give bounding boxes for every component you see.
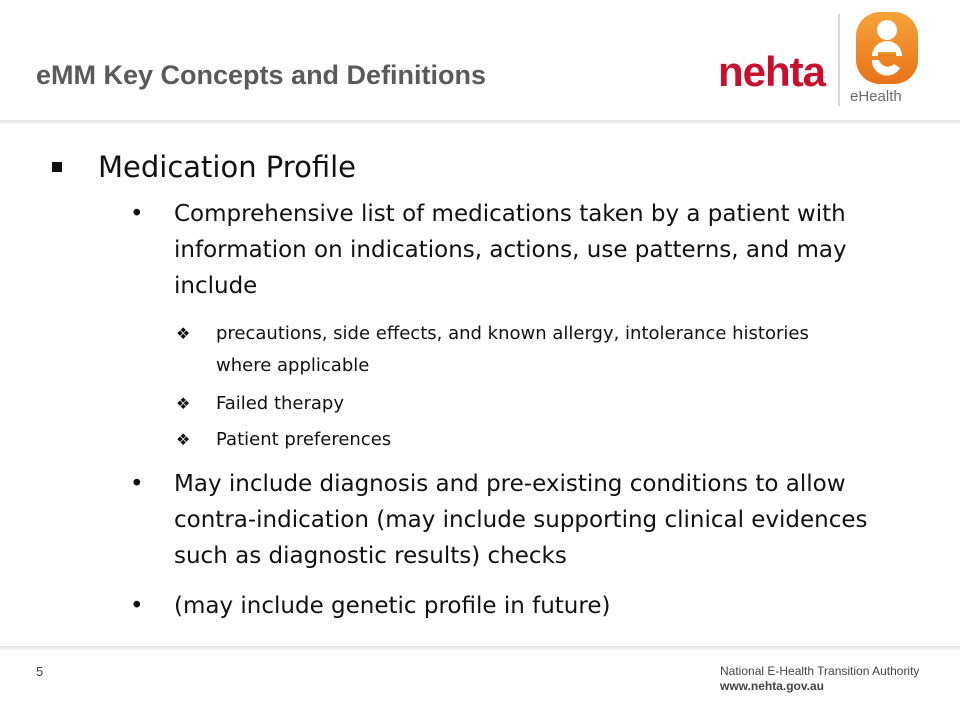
square-bullet-icon: [52, 162, 62, 172]
slide-header: [0, 0, 960, 120]
diamond-bullet-icon: ❖: [176, 430, 191, 449]
bullet-dot-icon: •: [130, 471, 144, 497]
ehealth-label: eHealth: [850, 88, 902, 105]
bullet-text: (may include genetic profile in future): [174, 593, 611, 619]
sub-bullet-text: precautions, side effects, and known allergy, intolerance histories where applicable: [216, 323, 809, 376]
bullet-dot-icon: •: [130, 593, 144, 619]
bullet-text: May include diagnosis and pre-existing conditions to allow contra-indication (may include supporting clinical evidences such as diagnostic results) checks: [174, 471, 868, 569]
logo-divider: [838, 14, 840, 106]
diamond-bullet-icon: ❖: [176, 324, 191, 343]
diamond-bullet-icon: ❖: [176, 394, 191, 413]
heading-text: Medication Profile: [98, 150, 356, 184]
bullet-dot-icon: •: [130, 201, 144, 227]
e-letter-icon: [852, 10, 922, 86]
footer-url: www.nehta.gov.au: [720, 679, 825, 693]
slide-title: eMM Key Concepts and Definitions: [36, 60, 487, 90]
footer-divider: [0, 646, 960, 650]
nehta-logo: nehta: [718, 48, 826, 95]
sub-bullet-text: Patient preferences: [216, 429, 392, 450]
bullet-text: Comprehensive list of medications taken by a patient with information on indications, actions, use patterns, and may include: [174, 201, 847, 299]
sub-bullet-text: Failed therapy: [216, 393, 345, 414]
page-number: 5: [36, 664, 44, 679]
footer-organization: National E-Health Transition Authority: [720, 664, 920, 678]
header-divider: [0, 120, 960, 124]
